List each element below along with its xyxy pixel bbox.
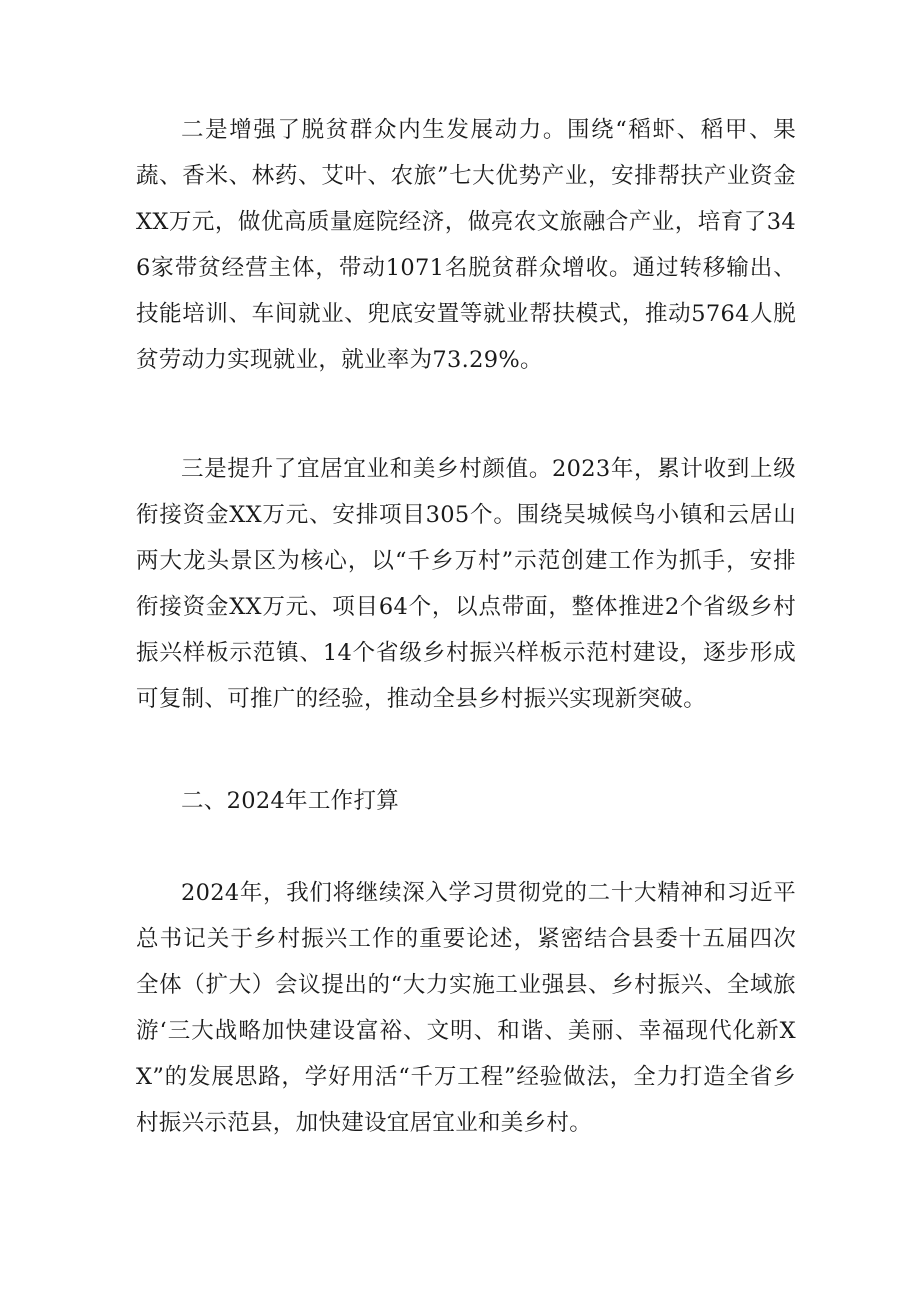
section-heading-2024-plan: 二、2024年工作打算 (181, 788, 400, 814)
paragraph-livable-village: 三是提升了宜居宜业和美乡村颜值。2023年，累计收到上级衔接资金XX万元、安排项目305个。围绕吴城候鸟小镇和云居山两大龙头景区为核心，以“千乡万村”示范创建工作为抓手，安排衔接资金XX万元、项目64个，以点带面，整体推进2个省级乡村振兴样板示范镇、14个省级乡村振兴样板示范村建设，逐步形成可复制、可推广的经验，推动全县乡村振兴实现新突破。 (136, 456, 796, 712)
paragraph-2024-plan: 2024年，我们将继续深入学习贯彻党的二十大精神和习近平总书记关于乡村振兴工作的重要论述，紧密结合县委十五届四次全体（扩大）会议提出的“大力实施工业强县、乡村振兴、全域旅游‘三大战略加快建设富裕、文明、和谐、美丽、幸福现代化新XX”的发展思路，学好用活“千万工程”经验做法，全力打造全省乡村振兴示范县，加快建设宜居宜业和美乡村。 (136, 880, 796, 1136)
paragraph-poverty-alleviation-momentum: 二是增强了脱贫群众内生发展动力。围绕“稻虾、稻甲、果蔬、香米、林药、艾叶、农旅”七大优势产业，安排帮扶产业资金XX万元，做优高质量庭院经济，做亮农文旅融合产业，培育了346家带贫经营主体，带动1071名脱贫群众增收。通过转移输出、技能培训、车间就业、兜底安置等就业帮扶模式，推动5764人脱贫劳动力实现就业，就业率为73.29%。 (136, 117, 796, 373)
